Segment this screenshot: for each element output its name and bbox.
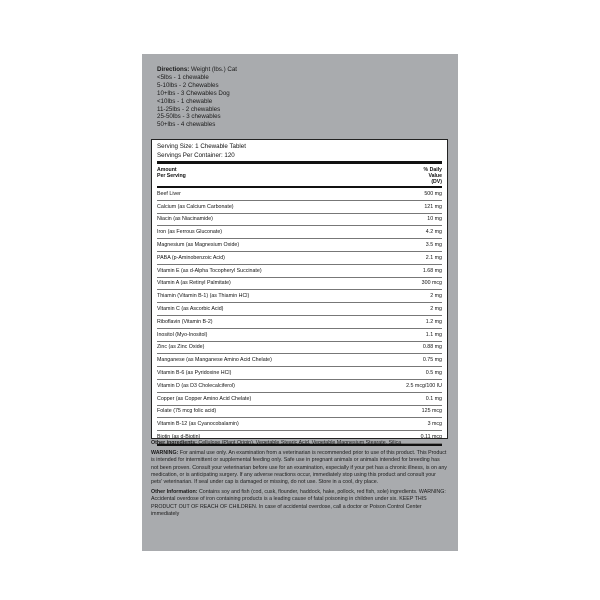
nutrient-name: Inositol (Myo-Inositol) bbox=[157, 331, 208, 338]
header-daily: % Daily bbox=[423, 167, 442, 173]
nutrient-amount: 300 mcg bbox=[421, 280, 442, 287]
nutrient-name: Folate (75 mcg folic acid) bbox=[157, 408, 217, 415]
warning-text: For animal use only. An examination from a veterinarian is recommended prior to use of this product. This Product is intended for intermittent or supplemental feeding only. Safe use in pregnant animals or animals intended for breeding has not been proven. Consult your veterinarian before use for an examination, especially if your pet has a chronic illness, is on any medication, or is anticipating surgery. If any adverse reactions occur, immediately stop using this product and consult your pets' veterinarian. If seal under cap is damaged or missing, do not use. Store in a cool, dry place. bbox=[151, 450, 447, 486]
other-information-text: Contains soy and fish (cod, cusk, flounder, haddock, hake, pollock, red fish, sole) ingredients. WARNING: Accidental overdose of iron containing products is a leading cause of fatal poisoning in children under six. KEEP THIS PRODUCT OUT OF REACH OF CHILDREN. In case of accidental overdose, call a doctor or Poison Control Center immediately bbox=[151, 489, 446, 517]
nutrient-name: Vitamin B-6 (as Pyridoxine HCl) bbox=[157, 370, 232, 377]
nutrient-row bbox=[157, 418, 442, 431]
directions-line: 25-50lbs - 3 chewables bbox=[157, 113, 221, 121]
other-ingredients-text: Cellulose (Plant Origin), Vegetable Stearic Acid, Vegetable Magnesium Stearate, Silica bbox=[196, 440, 402, 446]
nutrient-name: Biotin (as d-Biotin) bbox=[157, 434, 201, 441]
warning-label: WARNING: bbox=[151, 450, 179, 457]
directions-line: <10lbs - 1 chewable bbox=[157, 97, 213, 105]
nutrient-row bbox=[157, 188, 442, 201]
nutrient-amount: 0.75 mg bbox=[422, 357, 442, 364]
nutrient-amount: 10 mg bbox=[427, 216, 442, 223]
nutrient-name: Vitamin D (as D3 Cholecalciferol) bbox=[157, 382, 235, 389]
nutrient-name: Copper (as Copper Amino Acid Chelate) bbox=[157, 395, 252, 402]
directions-line: 10+lbs - 3 Chewables Dog bbox=[157, 89, 230, 97]
directions-first-line bbox=[157, 66, 447, 74]
nutrient-row bbox=[157, 380, 442, 393]
nutrient-amount: 1.2 mg bbox=[425, 318, 442, 325]
directions-line: <5lbs - 1 chewable bbox=[157, 73, 209, 81]
nutrient-amount: 4.2 mg bbox=[425, 229, 442, 236]
nutrient-amount: 0.88 mg bbox=[422, 344, 442, 351]
other-ingredients bbox=[151, 440, 448, 447]
nutrient-amount: 1.68 mg bbox=[422, 267, 442, 274]
other-ingredients-label: Other ingredients: bbox=[151, 440, 197, 446]
directions-line: 11-25lbs - 2 chewables bbox=[157, 105, 221, 113]
nutrient-rows bbox=[157, 188, 442, 444]
nutrient-name: Vitamin A (as Retinyl Palmitate) bbox=[157, 280, 231, 287]
nutrient-row bbox=[157, 278, 442, 291]
nutrient-row bbox=[157, 406, 442, 419]
directions-line: 50+lbs - 4 chewables bbox=[157, 121, 216, 129]
warning bbox=[151, 450, 448, 486]
nutrient-row bbox=[157, 265, 442, 278]
nutrient-amount: 3 mcg bbox=[427, 421, 442, 428]
nutrient-row bbox=[157, 367, 442, 380]
nutrient-row bbox=[157, 316, 442, 329]
nutrient-amount: 121 mg bbox=[424, 203, 442, 210]
nutrient-name: Vitamin E (as d-Alpha Tocopheryl Succinate) bbox=[157, 267, 262, 274]
nutrient-name: Manganese (as Manganese Amino Acid Chelate) bbox=[157, 357, 272, 364]
directions-line: 5-10lbs - 2 Chewables bbox=[157, 81, 219, 89]
nutrient-row bbox=[157, 239, 442, 252]
directions-weight-header: Weight (lbs.) Cat bbox=[189, 66, 238, 73]
nutrient-name: Iron (as Ferrous Gluconate) bbox=[157, 229, 223, 236]
nutrient-name: Riboflavin (Vitamin B-2) bbox=[157, 318, 213, 325]
nutrient-name: Vitamin B-12 (as Cyanocobalamin) bbox=[157, 421, 239, 428]
nutrient-row bbox=[157, 329, 442, 342]
header-value: Value bbox=[428, 173, 442, 179]
nutrient-name: Magnesium (as Magnesium Oxide) bbox=[157, 242, 240, 249]
header-per-serving: Per Serving bbox=[157, 173, 186, 179]
nutrient-name: Niacin (as Niacinamide) bbox=[157, 216, 213, 223]
supplement-facts-box bbox=[151, 139, 448, 439]
nutrient-name: Zinc (as Zinc Oxide) bbox=[157, 344, 205, 351]
directions-section bbox=[157, 66, 447, 129]
header-dv: (DV) bbox=[431, 179, 442, 185]
nutrient-row bbox=[157, 214, 442, 227]
facts-header bbox=[157, 164, 442, 186]
nutrient-amount: 2.5 mcg/100 IU bbox=[406, 382, 442, 389]
amount-per-serving-header bbox=[157, 167, 186, 186]
nutrient-row bbox=[157, 354, 442, 367]
nutrient-row bbox=[157, 290, 442, 303]
nutrient-name: Vitamin C (as Ascorbic Acid) bbox=[157, 306, 224, 313]
nutrient-amount: 500 mg bbox=[424, 190, 442, 197]
header-amount: Amount bbox=[157, 167, 177, 173]
nutrient-row bbox=[157, 201, 442, 214]
serving-size: Serving Size: 1 Chewable Tablet bbox=[157, 143, 246, 150]
nutrient-name: PABA (p-Aminobenzoic Acid) bbox=[157, 254, 225, 261]
daily-value-header bbox=[424, 167, 442, 186]
nutrient-row bbox=[157, 393, 442, 406]
other-information bbox=[151, 489, 448, 518]
nutrient-amount: 2 mg bbox=[430, 293, 442, 300]
nutrient-row bbox=[157, 303, 442, 316]
nutrient-name: Beef Liver bbox=[157, 190, 181, 197]
nutrient-amount: 125 mcg bbox=[421, 408, 442, 415]
nutrient-amount: 3.5 mg bbox=[425, 242, 442, 249]
nutrient-amount: 1.1 mg bbox=[425, 331, 442, 338]
nutrient-amount: 0.5 mg bbox=[425, 370, 442, 377]
directions-heading: Directions: bbox=[157, 66, 190, 73]
nutrient-amount: 0.1 mg bbox=[425, 395, 442, 402]
notes-section bbox=[151, 440, 448, 521]
nutrient-amount: 2 mg bbox=[430, 306, 442, 313]
nutrient-row bbox=[157, 252, 442, 265]
nutrient-amount: 0.11 mcg bbox=[420, 434, 442, 441]
servings-per-container: Servings Per Container: 120 bbox=[157, 152, 235, 159]
nutrient-row bbox=[157, 226, 442, 239]
nutrient-amount: 2.1 mg bbox=[425, 254, 442, 261]
nutrient-name: Calcium (as Calcium Carbonate) bbox=[157, 203, 234, 210]
nutrient-name: Thiamin (Vitamin B-1) (as Thiamin HCl) bbox=[157, 293, 250, 300]
other-information-label: Other Information: bbox=[151, 489, 198, 496]
nutrient-row bbox=[157, 342, 442, 355]
